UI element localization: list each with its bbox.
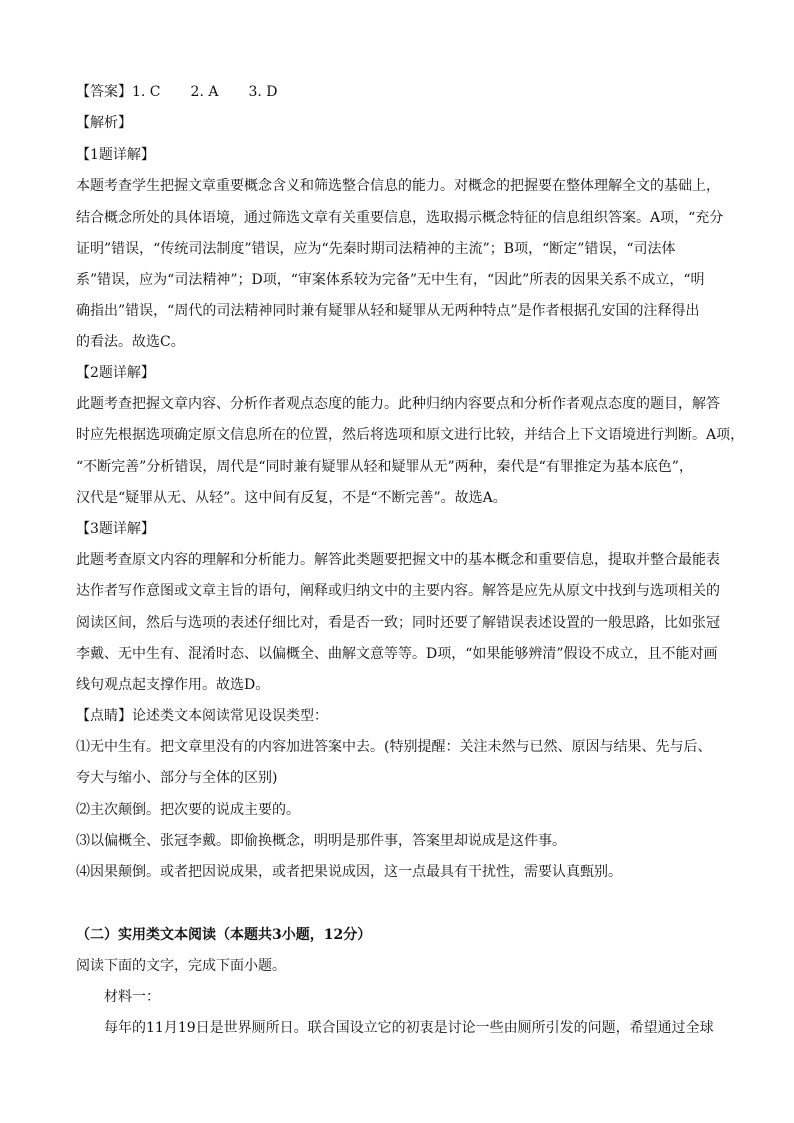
q1-paragraph-line: 确指出”错误，“周代的司法精神同时兼有疑罪从轻和疑罪从无两种特点”是作者根据孔安国的注释得出 (76, 303, 700, 319)
q1-heading: 【1题详解】 (76, 147, 155, 163)
q2-paragraph-line: 汉代是“疑罪从无、从轻”。这中间有反复，不是“不断完善”。故选A。 (76, 490, 507, 506)
q1-paragraph-line: 结合概念所处的具体语境，通过筛选文章有关重要信息，选取揭示概念特征的信息组织答案。A项，“充分 (76, 210, 724, 226)
q1-paragraph-line: 的看法。故选C。 (76, 334, 185, 350)
tips-line: ⑵主次颠倒。把次要的说成主要的。 (76, 802, 300, 818)
material-label: 材料一： (104, 989, 160, 1005)
answer-item: 1. C (132, 84, 161, 100)
q3-paragraph-line: 李戴、无中生有、混淆时态、以偏概全、曲解文意等等。D项，“如果能够辨清”假设不成立，且不能对画 (76, 646, 718, 662)
section-instruction: 阅读下面的文字，完成下面小题。 (76, 958, 286, 974)
section-title: （二）实用类文本阅读（本题共3小题，12分） (76, 927, 372, 943)
q3-paragraph-line: 此题考查原文内容的理解和分析能力。解答此类题要把握文中的基本概念和重要信息，提取并整合最能表 (76, 552, 720, 568)
material-first-line: 每年的11月19日是世界厕所日。联合国设立它的初衷是讨论一些由厕所引发的问题，希望通过全球 (104, 1020, 714, 1036)
q2-paragraph-line: 此题考查把握文章内容、分析作者观点态度的能力。此种归纳内容要点和分析作者观点态度的题目，解答 (76, 396, 720, 412)
q3-paragraph-line: 阅读区间，然后与选项的表述仔细比对，看是否一致；同时还要了解错误表述设置的一般思路，比如张冠 (76, 615, 720, 631)
answer-item: 3. D (248, 84, 278, 100)
q1-paragraph-line: 系”错误，应为“司法精神”；D项，“审案体系较为完备”无中生有，“因此”所表的因果关系不成立，“明 (76, 272, 705, 288)
q3-paragraph-line: 达作者写作意图或文章主旨的语句，阐释或归纳文中的主要内容。解答是应先从原文中找到与选项相关的 (76, 583, 720, 599)
q1-paragraph-line: 本题考查学生把握文章重要概念含义和筛选整合信息的能力。对概念的把握要在整体理解全文的基础上， (76, 178, 720, 194)
q2-heading: 【2题详解】 (76, 365, 155, 381)
tips-line: ⑶以偏概全、张冠李戴。即偷换概念，明明是那件事，答案里却说成是这件事。 (76, 833, 566, 849)
q2-paragraph-line: 时应先根据选项确定原文信息所在的位置，然后将选项和原文进行比较，并结合上下文语境进行判断。A项， (76, 427, 745, 443)
tips-line: ⑷因果颠倒。或者把因说成果，或者把果说成因，这一点最具有干扰性，需要认真甄别。 (76, 864, 622, 880)
q3-paragraph-line: 线句观点起支撑作用。故选D。 (76, 677, 270, 693)
q1-paragraph-line: 证明”错误，“传统司法制度”错误，应为“先秦时期司法精神的主流”；B项，“断定”错误，“司法体 (76, 241, 676, 257)
tips-heading: 【点睛】论述类文本阅读常见设误类型： (76, 708, 328, 724)
tips-line: 夸大与缩小、部分与全体的区别) (76, 770, 278, 786)
answer-label: 【答案】 (76, 84, 132, 100)
answer-line (76, 82, 726, 102)
q3-heading: 【3题详解】 (76, 521, 155, 537)
answer-item: 2. A (190, 84, 219, 100)
analysis-heading: 【解析】 (76, 115, 132, 131)
q2-paragraph-line: “不断完善”分析错误，周代是“同时兼有疑罪从轻和疑罪从无”两种，秦代是“有罪推定为基本底色”， (76, 459, 693, 475)
tips-line: ⑴无中生有。把文章里没有的内容加进答案中去。(特别提醒：关注未然与已然、原因与结果、先与后、 (76, 739, 712, 755)
